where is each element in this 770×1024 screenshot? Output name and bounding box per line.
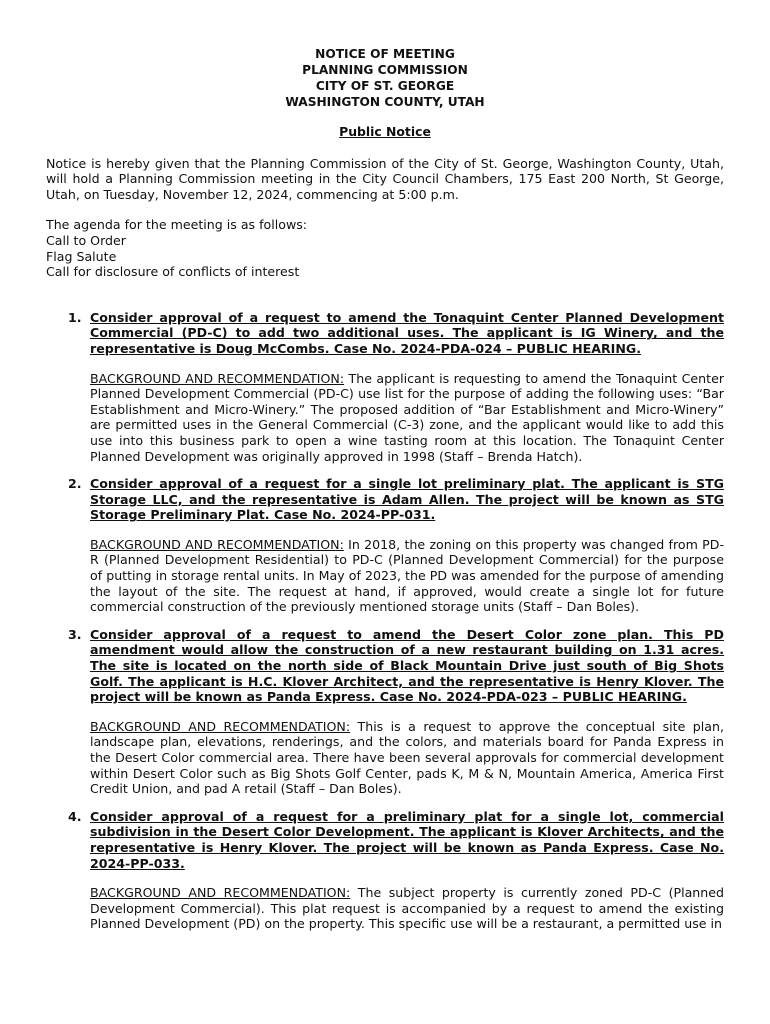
background-label: BACKGROUND AND RECOMMENDATION: (90, 536, 344, 552)
item-background (90, 719, 724, 797)
background-text: The applicant is requesting to amend the Tonaquint Center Planned Development Commercial (PD-C) use list for the purpose of adding the following uses: “Bar Establishment and Micro-Winery.” The proposed addition of “Bar Establishment and Micro-Winery” are permitted uses in the General Commercial (C-3) zone, and the applicant would like to add this use into this business park to open a wine tasting room at this location. The Tonaquint Center Planned Development was originally approved in 1998 (Staff – Brenda Hatch). (90, 370, 725, 464)
background-text: In 2018, the zoning on this property was changed from PD-R (Planned Development Residential) to PD-C (Planned Development Commercial) for the purpose of putting in storage rental units. In May of 2023, the PD was amended for the purpose of amending the layout of the site. The request at hand, if approved, would create a single lot for future commercial construction of the previously mentioned storage units (Staff – Dan Boles). (90, 536, 724, 615)
agenda-items-list (46, 310, 724, 932)
item-title: Consider approval of a request to amend the Tonaquint Center Planned Development Commercial (PD-C) to add two additional uses. The applicant is IG Winery, and the representative is Doug McCombs. Case No. 2024-PDA-024 – PUBLIC HEARING. (90, 309, 724, 356)
background-text: This is a request to approve the conceptual site plan, landscape plan, elevations, renderings, and the colors, and materials board for Panda Express in the Desert Color commercial area. There have been several approvals for commercial development within Desert Color such as Big Shots Golf Center, pads K, M & N, Mountain America, America First Credit Union, and pad A retail (Staff – Dan Boles). (90, 718, 724, 797)
agenda-item (46, 627, 724, 797)
header-line-planning-commission: PLANNING COMMISSION (302, 63, 468, 77)
item-number: 1. (68, 309, 82, 325)
intro-paragraph: Notice is hereby given that the Planning Commission of the City of St. George, Washington County, Utah, will hold a Planning Commission meeting in the City Council Chambers, 175 East 200 North, St George, Utah, on Tuesday, November 12, 2024, commencing at 5:00 p.m. (46, 155, 724, 202)
notice-header (46, 46, 724, 110)
item-title: Consider approval of a request for a single lot preliminary plat. The applicant is STG Storage LLC, and the representative is Adam Allen. The project will be known as STG Storage Preliminary Plat. Case No. 2024-PP-031. (90, 476, 724, 523)
item-background (90, 885, 724, 932)
item-background (90, 371, 724, 465)
agenda-item (46, 476, 724, 615)
agenda-block (46, 217, 724, 279)
agenda-intro-text: The agenda for the meeting is as follows: (46, 217, 308, 233)
background-label: BACKGROUND AND RECOMMENDATION: (90, 718, 351, 734)
agenda-line-call-to-order: Call to Order (46, 232, 126, 248)
background-label: BACKGROUND AND RECOMMENDATION: (90, 370, 345, 386)
item-title: Consider approval of a request to amend the Desert Color zone plan. This PD amendment would allow the construction of a new restaurant building on 1.31 acres. The site is located on the north side of Black Mountain Drive just south of Big Shots Golf. The applicant is H.C. Klover Architect, and the representative is Henry Klover. The project will be known as Panda Express. Case No. 2024-PDA-023 – PUBLIC HEARING. (90, 626, 724, 705)
header-line-city: CITY OF ST. GEORGE (315, 79, 455, 93)
agenda-item (46, 310, 724, 464)
agenda-item (46, 809, 724, 932)
header-line-notice-of-meeting: NOTICE OF MEETING (315, 47, 455, 61)
item-title: Consider approval of a request for a preliminary plat for a single lot, commercial subdivision in the Desert Color Development. The applicant is Klover Architects, and the representative is Henry Klover. The project will be known as Panda Express. Case No. 2024-PP-033. (90, 808, 724, 871)
item-number: 4. (68, 808, 82, 824)
item-number: 3. (68, 626, 82, 642)
item-number: 2. (68, 476, 82, 492)
background-label: BACKGROUND AND RECOMMENDATION: (90, 885, 351, 901)
agenda-line-flag-salute: Flag Salute (46, 248, 117, 264)
agenda-line-conflicts: Call for disclosure of conflicts of interest (46, 264, 300, 280)
header-line-county: WASHINGTON COUNTY, UTAH (285, 95, 485, 109)
public-notice-heading: Public Notice (339, 124, 431, 139)
item-background (90, 537, 724, 615)
background-text: The subject property is currently zoned PD-C (Planned Development Commercial). This plat request is accompanied by a request to amend the existing Planned Development (PD) on the property. This specific use will be a restaurant, a permitted use in (90, 885, 725, 932)
